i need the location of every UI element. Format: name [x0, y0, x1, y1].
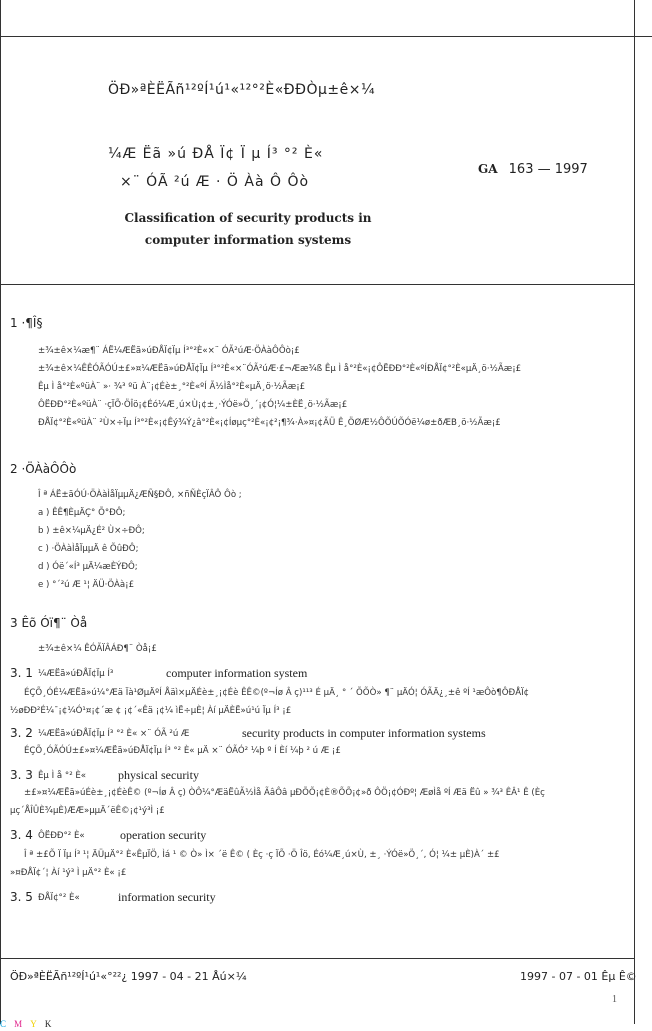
page-number: 1: [612, 994, 617, 1005]
s32-definition: ÉÇÕ¸ÓÃÓÚ±£»¤¼ÆËã»úÐÅÏ¢Ïµ Í³ °² È« µÄ ×¨ ÓÃÓ² ¼þ º Í Èí ¼þ ² ú Æ ¡£: [24, 746, 341, 756]
s32-number: 3. 2: [10, 726, 33, 740]
s31-definition-2: ½øÐÐ²É¼¯¡¢¼Ó¹¤¡¢´æ ¢ ¡¢´«Êä ¡¢¼ ìË÷µÈ¦ Àí µÄÈË»ú¹ú Ïµ Í³ ¡£: [10, 706, 292, 716]
s2-list-c: c ) ·ÖÀàÌåÏµµÄ ê ÕûÐÔ;: [38, 544, 139, 554]
right-border: [634, 0, 635, 1024]
s1-paragraph-2: ±¾±ê×¼ÊÊÓÃÓÚ±£»¤¼ÆËã»úÐÅÏ¢Ïµ Í³°²È«×¨ÓÃ²úÆ·£¬Ææ¾ß Êµ Ì å°²È«¡¢ÔËÐÐ°²È«ºÍÐÅÏ¢°²È«µÄ¸ö·½Ãæ¡£: [38, 364, 522, 374]
org-title: ÖÐ»ªÈËÃñ¹²ºÍ¹ú¹«¹²°²È«ÐÐÒµ±ê×¼: [108, 82, 376, 98]
cmyk-c: C: [0, 1019, 7, 1029]
title-en-line1: Classification of security products in: [124, 211, 372, 225]
s34-number: 3. 4: [10, 828, 33, 842]
s33-definition-2: µç´ÅÎÛÈ¾µÈ)ÆÆ»µµÄ´ëÊ©¡¢¹ý³Ì ¡£: [10, 806, 165, 816]
s2-list-e: e ) °´²ú Æ ¹¦ ÄÜ·ÖÀà¡£: [38, 580, 135, 590]
s1-paragraph-5: ÐÅÏ¢°²È«ºüÀ¨ ²Ù×÷Ïµ Í³°²È«¡¢Êý¾Ý¿â°²È«¡¢Íøµç°²È«¡¢²¡¶¾·À»¤¡¢ÃÜ Ê¸ÖØÆ½ÔÕÚÕÓë¼ø±ðÆB¸ö·½Ãæ¡£: [38, 418, 501, 428]
s35-term-cn: ÐÅÏ¢°² È«: [38, 893, 80, 903]
header-divider: [0, 284, 634, 285]
s2-list-d: d ) Óë´«Í³ µÄ¼æÈÝÐÔ;: [38, 562, 138, 572]
s31-definition-1: ÉÇÕ¸ÓÉ¼ÆËã»ú¼°Æä Ïà¹ØµÄºÍ Åäì×µÄÉè±¸¡¢Éè ÊÊ©(º¬Íø Â ç)¹¹³ É µÄ¸ ° ´ ÕÕÒ» ¶¨ µÄÓ¦ ÓÃÄ¿¸±ê ºÍ ¹æÔò¶ÔÐÅÏ¢: [24, 688, 530, 698]
s2-paragraph-1: Î ª ÁË±ãÓÚ·ÖÀàÌåÏµµÄ¿ÆÑ§ÐÔ, ×ñÑÈçÏÂÔ Ôò ;: [38, 490, 242, 500]
s33-term-cn: Êµ Ì å °² È«: [38, 771, 87, 781]
s32-term-cn: ¼ÆËã»úÐÅÏ¢Ïµ Í³ °² È« ×¨ ÓÃ ²ú Æ: [38, 729, 190, 739]
s3-intro: ±¾±ê×¼ ÊÓÃÏÂÁÐ¶¨ Òå¡£: [38, 644, 157, 654]
section-3-heading: 3 Êõ Óï¶¨ Òå: [10, 616, 88, 630]
effective-line: 1997 - 07 - 01 Êµ Ê©: [520, 970, 637, 983]
s33-number: 3. 3: [10, 768, 33, 782]
s1-paragraph-1: ±¾±ê×¼æ¶¨ ÁË¼ÆËã»úÐÅÏ¢Ïµ Í³°²È«×¨ ÓÃ²úÆ·ÖÀàÔÔò¡£: [38, 346, 300, 356]
title-en-line2: computer information systems: [144, 233, 352, 247]
s33-definition-1: ±£»¤¼ÆËã»úÉè±¸¡¢ÉèÊ© (º¬Íø Â ç) ÒÔ¼°ÆäËûÃ½Ìå ÃâÔâ µÐÕÕ¡¢È®ÕÕ¡¢»ð ÔÖ¡¢ÓÐº¦ ÆøÌå ºÍ Æä Ëû » ¾³ ÊÂ¹ Ê (Èç: [24, 788, 545, 798]
s34-term-cn: ÔËÐÐ°² È«: [38, 831, 85, 841]
title-cn-line1: ¼Æ Ëã »ú ÐÅ Ï¢ Ï µ Í³ °² È«: [108, 146, 324, 162]
s2-list-b: b ) ±ê×¼µÄ¿É² Ù×÷ÐÔ;: [38, 526, 145, 536]
footer-divider: [0, 958, 634, 959]
cmyk-k: K: [44, 1019, 52, 1029]
s33-term-en: physical security: [118, 768, 199, 782]
issued-line: ÖÐ»ªÈËÃñ¹²ºÍ¹ú¹«°²²¿ 1997 - 04 - 21 Åú×¼: [10, 970, 247, 983]
cmyk-m: M: [14, 1019, 23, 1029]
s2-list-a: a ) ÊÊ¶ÈµÄÇ° Õ°ÐÔ;: [38, 508, 126, 518]
standard-code: GA: [478, 162, 498, 176]
cmyk-y: Y: [30, 1019, 37, 1029]
cmyk-marks: [0, 1012, 51, 1031]
top-border: [0, 36, 652, 37]
s32-term-en: security products in computer information systems: [242, 726, 486, 740]
s35-number: 3. 5: [10, 890, 33, 904]
left-border: [0, 0, 1, 1024]
s34-definition-1: Î ª ±£Õ Ï Ïµ Í³ ¹¦ ÄÜµÄ°² È«ÊµÏÖ, Ìá ¹ © Ò» Ì× ´ë Ê© ( Èç ·ç ÏÕ ·Ö Îö, Éó¼Æ¸ú×Ù, ±¸ ·ÝÓë»Ö¸´, Ó¦ ¼± µÈ)À´ ±£: [24, 850, 500, 860]
s34-definition-2: »¤ÐÅÏ¢´¦ Àí ¹ý³ Ì µÄ°² È« ¡£: [10, 868, 127, 878]
s1-paragraph-3: Êµ Ì å°²È«ºüÀ¨ »· ¾³ ºü À¨¡¢Éè±¸°²È«ºÍ Ã½Ìå°²È«µÄ¸ö·½Ãæ¡£: [38, 382, 306, 392]
s31-term-cn: ¼ÆËã»úÐÅÏ¢Ïµ Í³: [38, 669, 114, 679]
s34-term-en: operation security: [120, 828, 207, 842]
s31-term-en: computer information system: [166, 666, 308, 680]
standard-id: [478, 158, 588, 177]
section-1-heading: 1 ·¶Î§: [10, 316, 43, 330]
s31-number: 3. 1: [10, 666, 33, 680]
s35-term-en: information security: [118, 890, 216, 904]
s1-paragraph-4: ÔËÐÐ°²È«ºüÀ¨ ·çÏÕ·ÖÎö¡¢Éó¼Æ¸ú×Ù¡¢±¸·ÝÓë»Ö¸´¡¢Ó¦¼±ÈË¸ö·½Ãæ¡£: [38, 400, 348, 410]
title-cn-line2: ×¨ ÓÃ ²ú Æ · Ö Àà Ô Ôò: [120, 174, 310, 190]
section-2-heading: 2 ·ÖÀàÔÔò: [10, 462, 77, 476]
standard-number: 163 — 1997: [508, 162, 588, 177]
